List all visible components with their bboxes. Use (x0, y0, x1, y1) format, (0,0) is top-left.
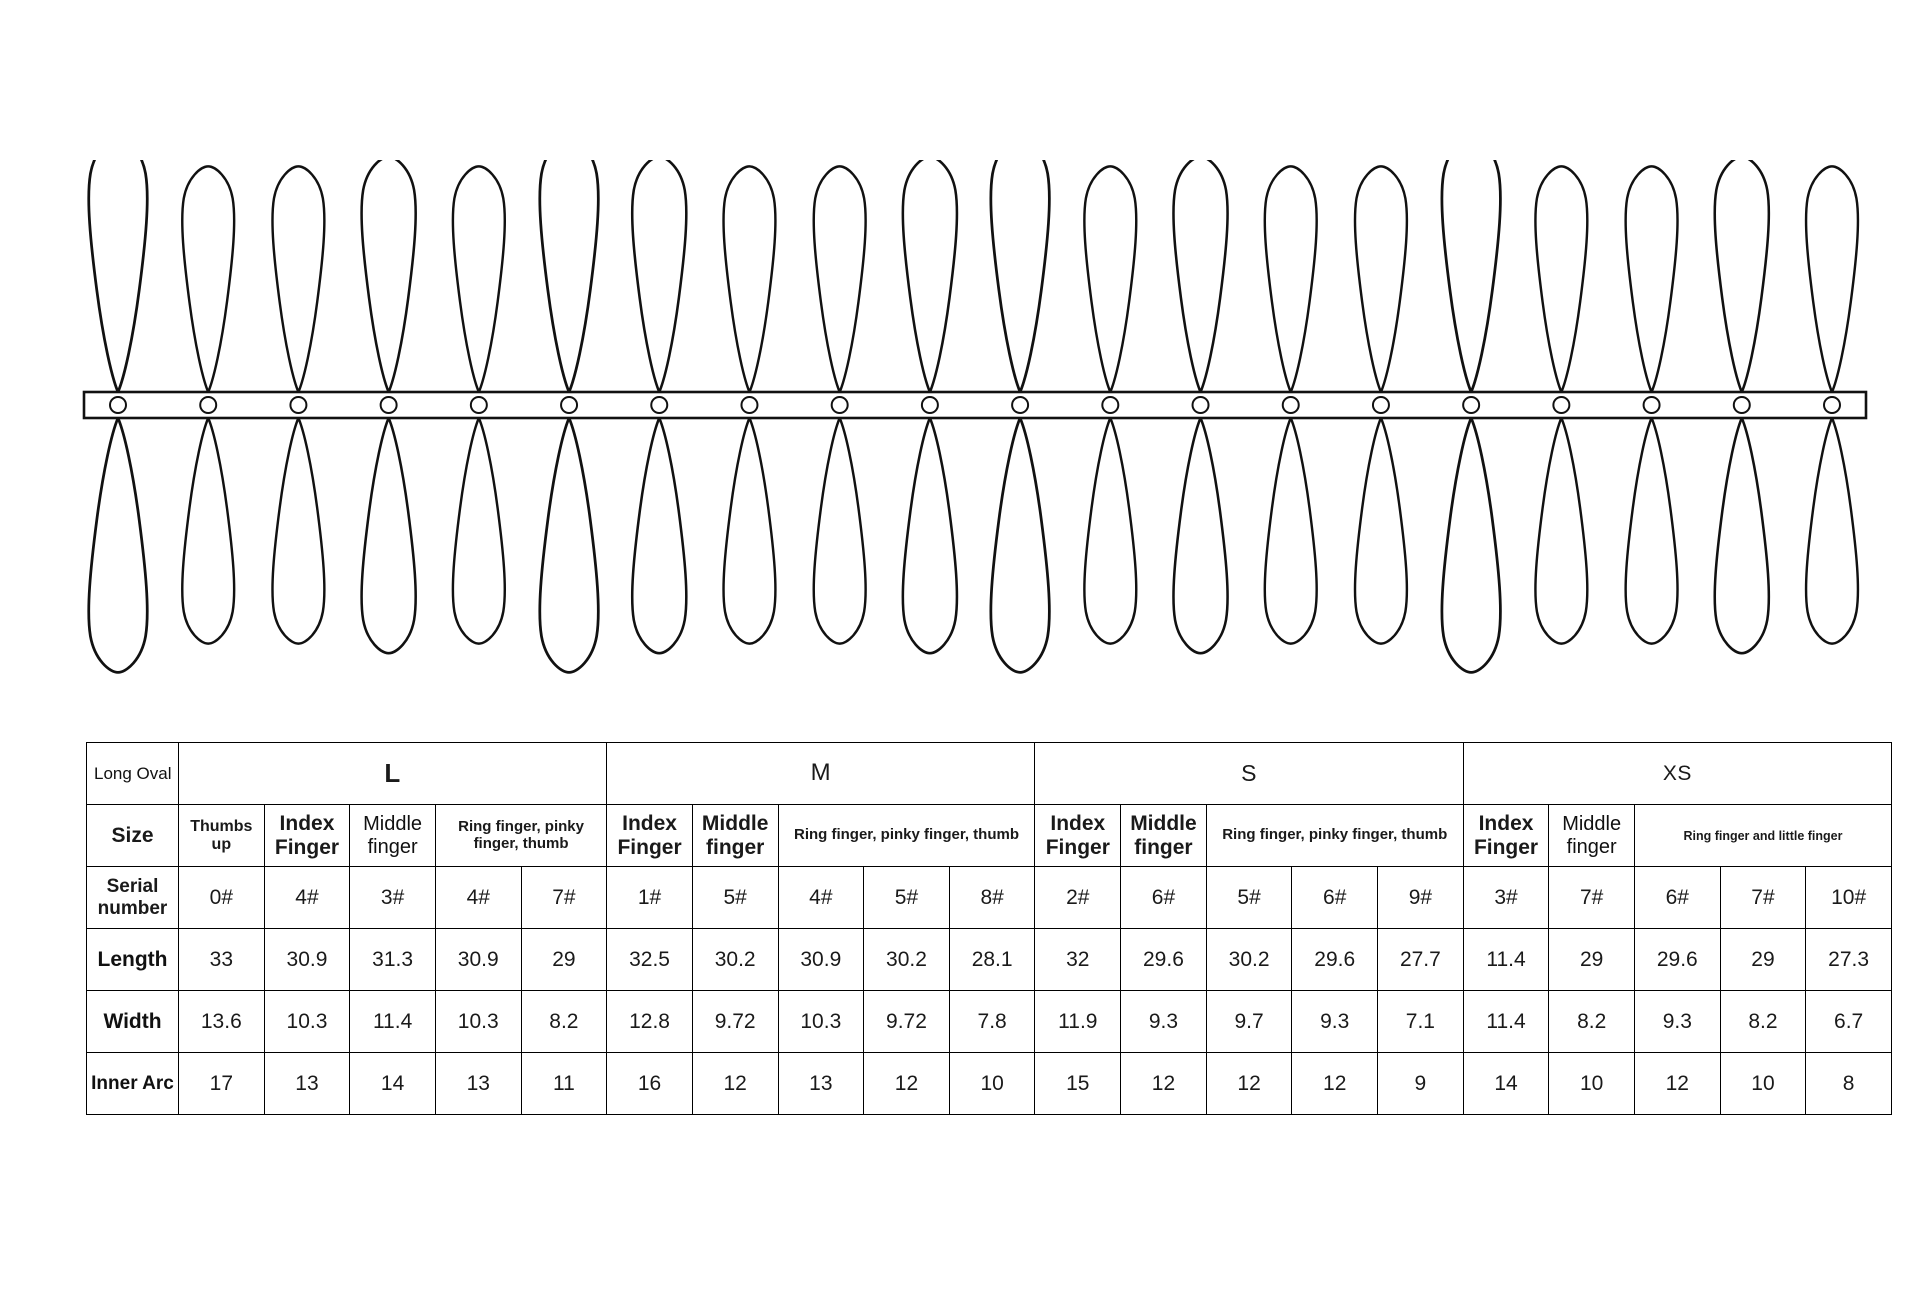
size-chart-table-wrap (86, 742, 1891, 1115)
length-cell: 31.3 (350, 929, 436, 991)
length-cell: 30.2 (692, 929, 778, 991)
nail-tip-lower (724, 418, 776, 644)
nail-tip-lower (1265, 418, 1317, 644)
nail-tip-upper (272, 166, 324, 392)
rail-pin-hole (471, 397, 487, 413)
chart-corner-label: Long Oval (87, 743, 179, 805)
length-cell: 29.6 (1121, 929, 1207, 991)
inner-arc-cell: 13 (435, 1053, 521, 1115)
width-cell: 8.2 (1549, 991, 1635, 1053)
row-length (87, 929, 1892, 991)
inner-arc-cell: 14 (350, 1053, 436, 1115)
row-inner-arc (87, 1053, 1892, 1115)
length-cell: 32 (1035, 929, 1121, 991)
width-cell: 9.7 (1206, 991, 1292, 1053)
row-label-width: Width (87, 991, 179, 1053)
nail-tip-upper (362, 160, 416, 392)
nail-tip-lower (1084, 418, 1136, 644)
inner-arc-cell: 14 (1463, 1053, 1549, 1115)
nail-tip-lower (453, 418, 505, 644)
finger-header-cell: Thumbs up (179, 805, 265, 867)
width-cell: 11.4 (350, 991, 436, 1053)
finger-header-cell: Index Finger (1035, 805, 1121, 867)
nail-tip-upper (632, 160, 686, 392)
length-cell: 30.9 (264, 929, 350, 991)
rail-pin-hole (1824, 397, 1840, 413)
inner-arc-cell: 10 (1549, 1053, 1635, 1115)
length-cell: 29.6 (1634, 929, 1720, 991)
finger-header-cell: Middle finger (692, 805, 778, 867)
nail-tip-upper (1265, 166, 1317, 392)
inner-arc-cell: 13 (778, 1053, 864, 1115)
nail-tip-upper (89, 160, 148, 392)
nail-tip-lower (1173, 418, 1227, 653)
serial-number-cell: 0# (179, 867, 265, 929)
finger-header-cell: Middle finger (1121, 805, 1207, 867)
rail-pin-hole (922, 397, 938, 413)
row-label-length: Length (87, 929, 179, 991)
width-cell: 11.9 (1035, 991, 1121, 1053)
rail-pin-hole (561, 397, 577, 413)
length-cell: 30.9 (435, 929, 521, 991)
rail-pin-hole (741, 397, 757, 413)
finger-header-cell: Middle finger (1549, 805, 1635, 867)
length-cell: 28.1 (949, 929, 1035, 991)
nail-tip-upper (1355, 166, 1407, 392)
length-cell: 32.5 (607, 929, 693, 991)
nail-tip-upper (991, 160, 1050, 392)
serial-number-cell: 6# (1292, 867, 1378, 929)
rail-pin-hole (381, 397, 397, 413)
width-cell: 9.72 (692, 991, 778, 1053)
row-label-inner-arc: Inner Arc (87, 1053, 179, 1115)
width-cell: 8.2 (521, 991, 607, 1053)
nail-tip-lower (903, 418, 957, 653)
nail-tip-lower (991, 418, 1050, 672)
width-cell: 10.3 (435, 991, 521, 1053)
length-cell: 29.6 (1292, 929, 1378, 991)
inner-arc-cell: 12 (864, 1053, 950, 1115)
rail-pin-hole (651, 397, 667, 413)
nail-tip-upper (1806, 166, 1858, 392)
width-cell: 9.3 (1634, 991, 1720, 1053)
width-cell: 7.1 (1378, 991, 1464, 1053)
serial-number-cell: 4# (264, 867, 350, 929)
width-cell: 6.7 (1806, 991, 1892, 1053)
inner-arc-cell: 15 (1035, 1053, 1121, 1115)
serial-number-cell: 2# (1035, 867, 1121, 929)
length-cell: 30.2 (864, 929, 950, 991)
nail-tip-lower (1626, 418, 1678, 644)
inner-arc-cell: 12 (692, 1053, 778, 1115)
rail-pin-hole (1734, 397, 1750, 413)
inner-arc-cell: 17 (179, 1053, 265, 1115)
rail-pin-hole (1193, 397, 1209, 413)
serial-number-cell: 8# (949, 867, 1035, 929)
nail-tip-upper (1442, 160, 1501, 392)
nail-tip-illustration (80, 160, 1870, 720)
group-header-L: L (179, 743, 607, 805)
inner-arc-cell: 16 (607, 1053, 693, 1115)
finger-header-cell: Ring finger and little finger (1634, 805, 1891, 867)
width-cell: 12.8 (607, 991, 693, 1053)
serial-number-cell: 10# (1806, 867, 1892, 929)
inner-arc-cell: 12 (1292, 1053, 1378, 1115)
inner-arc-cell: 12 (1121, 1053, 1207, 1115)
row-label-size: Size (87, 805, 179, 867)
serial-number-cell: 3# (350, 867, 436, 929)
serial-number-cell: 4# (778, 867, 864, 929)
group-header-M: M (607, 743, 1035, 805)
width-cell: 9.72 (864, 991, 950, 1053)
nail-tip-upper (182, 166, 234, 392)
rail-pin-hole (1463, 397, 1479, 413)
length-cell: 29 (1549, 929, 1635, 991)
length-cell: 27.3 (1806, 929, 1892, 991)
width-cell: 11.4 (1463, 991, 1549, 1053)
nail-tip-upper (1535, 166, 1587, 392)
nail-tip-upper (1626, 166, 1678, 392)
inner-arc-cell: 13 (264, 1053, 350, 1115)
nail-tip-upper (540, 160, 599, 392)
inner-arc-cell: 12 (1634, 1053, 1720, 1115)
nail-tip-lower (182, 418, 234, 644)
nail-tip-lower (1806, 418, 1858, 644)
group-header-XS: XS (1463, 743, 1891, 805)
finger-header-cell: Index Finger (264, 805, 350, 867)
size-chart-table (86, 742, 1892, 1115)
width-cell: 8.2 (1720, 991, 1806, 1053)
serial-number-cell: 6# (1634, 867, 1720, 929)
nail-tip-upper (453, 166, 505, 392)
length-cell: 30.2 (1206, 929, 1292, 991)
rail-pin-hole (1373, 397, 1389, 413)
inner-arc-cell: 10 (1720, 1053, 1806, 1115)
rail-pin-hole (290, 397, 306, 413)
length-cell: 29 (521, 929, 607, 991)
nail-tip-lower (540, 418, 599, 672)
width-cell: 9.3 (1292, 991, 1378, 1053)
rail-pin-hole (1553, 397, 1569, 413)
nail-tip-lower (272, 418, 324, 644)
nail-tip-lower (362, 418, 416, 653)
serial-number-cell: 9# (1378, 867, 1464, 929)
nail-tip-lower (1442, 418, 1501, 672)
nail-tip-lower (814, 418, 866, 644)
row-label-serial-number: Serial number (87, 867, 179, 929)
rail-pin-hole (1644, 397, 1660, 413)
rail-pin-hole (1283, 397, 1299, 413)
inner-arc-cell: 8 (1806, 1053, 1892, 1115)
nail-tip-upper (1173, 160, 1227, 392)
serial-number-cell: 5# (692, 867, 778, 929)
inner-arc-cell: 12 (1206, 1053, 1292, 1115)
width-cell: 10.3 (778, 991, 864, 1053)
inner-arc-cell: 10 (949, 1053, 1035, 1115)
length-cell: 30.9 (778, 929, 864, 991)
width-cell: 7.8 (949, 991, 1035, 1053)
serial-number-cell: 4# (435, 867, 521, 929)
finger-header-cell: Index Finger (1463, 805, 1549, 867)
serial-number-cell: 5# (1206, 867, 1292, 929)
finger-header-cell: Ring finger, pinky finger, thumb (435, 805, 606, 867)
finger-header-cell: Ring finger, pinky finger, thumb (1206, 805, 1463, 867)
rail-bar (84, 392, 1866, 418)
row-serial-number (87, 867, 1892, 929)
serial-number-cell: 1# (607, 867, 693, 929)
group-header-S: S (1035, 743, 1463, 805)
length-cell: 27.7 (1378, 929, 1464, 991)
finger-header-cell: Middle finger (350, 805, 436, 867)
serial-number-cell: 3# (1463, 867, 1549, 929)
length-cell: 11.4 (1463, 929, 1549, 991)
nail-tip-lower (89, 418, 148, 672)
rail-pin-hole (1012, 397, 1028, 413)
width-cell: 10.3 (264, 991, 350, 1053)
nail-tip-upper (903, 160, 957, 392)
rail-pin-hole (110, 397, 126, 413)
length-cell: 29 (1720, 929, 1806, 991)
serial-number-cell: 5# (864, 867, 950, 929)
serial-number-cell: 6# (1121, 867, 1207, 929)
serial-number-cell: 7# (1549, 867, 1635, 929)
serial-number-cell: 7# (1720, 867, 1806, 929)
nail-tip-upper (1084, 166, 1136, 392)
row-size (87, 805, 1892, 867)
row-width (87, 991, 1892, 1053)
inner-arc-cell: 11 (521, 1053, 607, 1115)
rail-pin-hole (1102, 397, 1118, 413)
width-cell: 13.6 (179, 991, 265, 1053)
finger-header-cell: Index Finger (607, 805, 693, 867)
inner-arc-cell: 9 (1378, 1053, 1464, 1115)
nail-tip-lower (1535, 418, 1587, 644)
finger-header-cell: Ring finger, pinky finger, thumb (778, 805, 1035, 867)
rail-pin-hole (200, 397, 216, 413)
rail-pin-hole (832, 397, 848, 413)
nail-tip-upper (724, 166, 776, 392)
width-cell: 9.3 (1121, 991, 1207, 1053)
group-header-row (87, 743, 1892, 805)
nail-tip-upper (1715, 160, 1769, 392)
length-cell: 33 (179, 929, 265, 991)
nail-tip-lower (1715, 418, 1769, 653)
nail-tip-upper (814, 166, 866, 392)
nail-tip-lower (1355, 418, 1407, 644)
serial-number-cell: 7# (521, 867, 607, 929)
nail-tip-lower (632, 418, 686, 653)
